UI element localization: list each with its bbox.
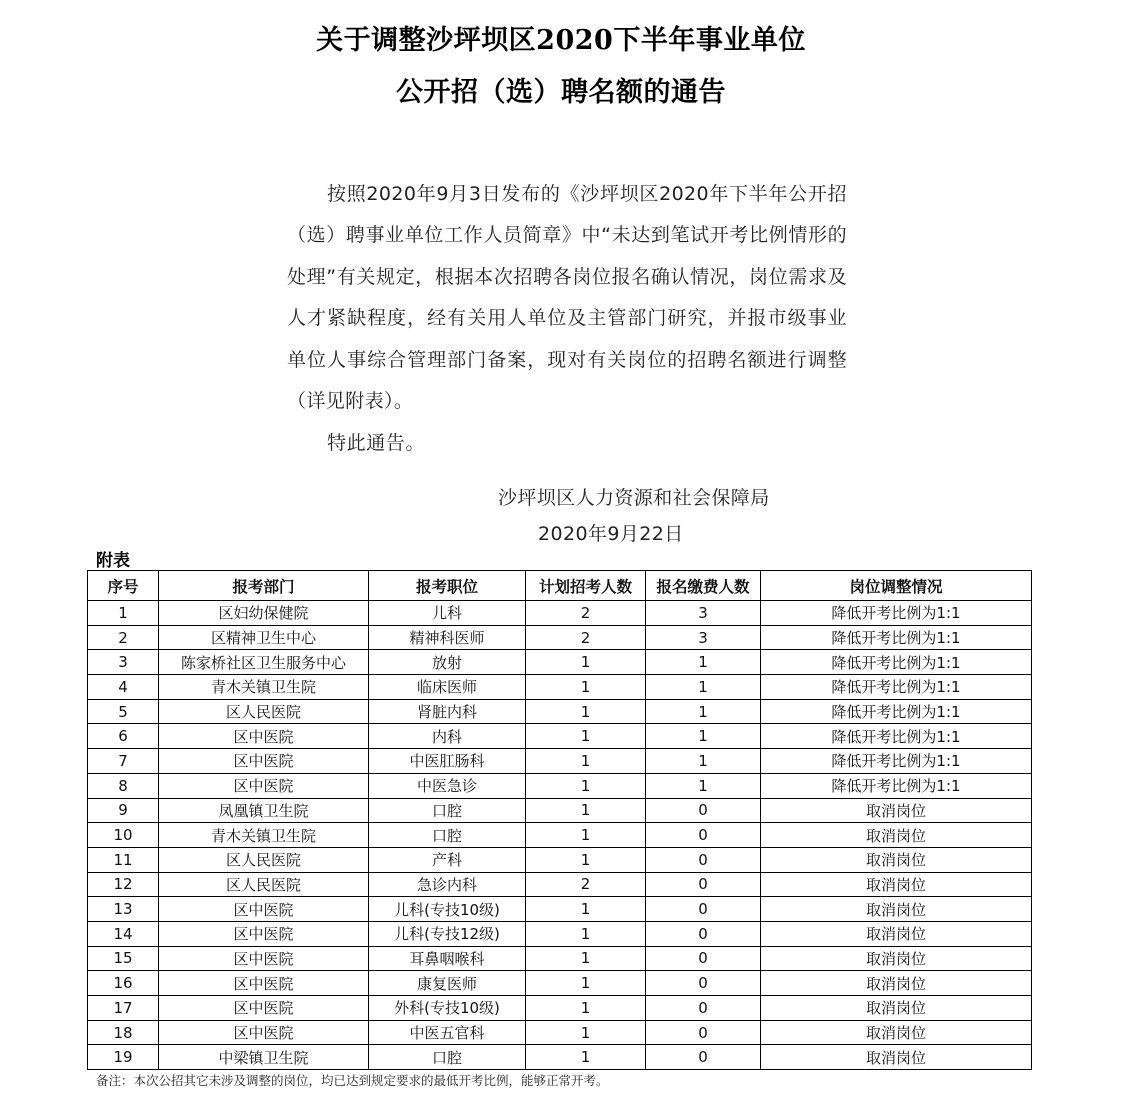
cell-planned-count: 1 (526, 996, 646, 1021)
cell-paid-count: 1 (646, 773, 761, 798)
cell-position: 中医五官科 (369, 1020, 526, 1045)
cell-department: 青木关镇卫生院 (159, 823, 369, 848)
footnote: 备注：本次公招其它未涉及调整的岗位，均已达到规定要求的最低开考比例，能够正常开考。 (96, 1073, 609, 1088)
cell-planned-count: 1 (526, 749, 646, 774)
cell-adjustment: 降低开考比例为1:1 (761, 601, 1032, 626)
header-position: 报考职位 (369, 571, 526, 601)
cell-paid-count: 1 (646, 724, 761, 749)
cell-planned-count: 2 (526, 601, 646, 626)
table-row (88, 625, 1032, 650)
cell-planned-count: 1 (526, 823, 646, 848)
cell-paid-count: 3 (646, 601, 761, 626)
table-row (88, 946, 1032, 971)
cell-paid-count: 0 (646, 1020, 761, 1045)
cell-planned-count: 1 (526, 1020, 646, 1045)
cell-position: 中医肛肠科 (369, 749, 526, 774)
cell-seq: 2 (88, 625, 159, 650)
cell-department: 区中医院 (159, 773, 369, 798)
cell-seq: 7 (88, 749, 159, 774)
cell-department: 区中医院 (159, 1020, 369, 1045)
cell-adjustment: 降低开考比例为1:1 (761, 749, 1032, 774)
cell-adjustment: 取消岗位 (761, 798, 1032, 823)
cell-department: 区中医院 (159, 921, 369, 946)
cell-adjustment: 取消岗位 (761, 971, 1032, 996)
cell-paid-count: 0 (646, 823, 761, 848)
cell-position: 儿科(专技12级) (369, 921, 526, 946)
cell-planned-count: 1 (526, 650, 646, 675)
cell-seq: 10 (88, 823, 159, 848)
cell-planned-count: 1 (526, 699, 646, 724)
table-row (88, 1045, 1032, 1070)
table-row (88, 872, 1032, 897)
cell-department: 区中医院 (159, 946, 369, 971)
cell-position: 儿科 (369, 601, 526, 626)
table-row (88, 601, 1032, 626)
cell-position: 放射 (369, 650, 526, 675)
cell-department: 区妇幼保健院 (159, 601, 369, 626)
cell-position: 肾脏内科 (369, 699, 526, 724)
cell-department: 区中医院 (159, 996, 369, 1021)
cell-adjustment: 取消岗位 (761, 996, 1032, 1021)
cell-paid-count: 1 (646, 699, 761, 724)
cell-planned-count: 1 (526, 921, 646, 946)
cell-adjustment: 取消岗位 (761, 872, 1032, 897)
cell-paid-count: 3 (646, 625, 761, 650)
cell-position: 口腔 (369, 1045, 526, 1070)
adjustment-table (87, 570, 1032, 1070)
cell-adjustment: 取消岗位 (761, 921, 1032, 946)
issue-date: 2020年9月22日 (538, 523, 684, 545)
table-row (88, 699, 1032, 724)
cell-adjustment: 取消岗位 (761, 897, 1032, 922)
cell-adjustment: 降低开考比例为1:1 (761, 773, 1032, 798)
cell-adjustment: 降低开考比例为1:1 (761, 675, 1032, 700)
header-planned-count: 计划招考人数 (526, 571, 646, 601)
cell-paid-count: 0 (646, 971, 761, 996)
table-row (88, 996, 1032, 1021)
cell-planned-count: 1 (526, 675, 646, 700)
cell-adjustment: 取消岗位 (761, 847, 1032, 872)
cell-seq: 13 (88, 897, 159, 922)
cell-seq: 1 (88, 601, 159, 626)
header-adjustment: 岗位调整情况 (761, 571, 1032, 601)
cell-department: 凤凰镇卫生院 (159, 798, 369, 823)
header-department: 报考部门 (159, 571, 369, 601)
cell-position: 精神科医师 (369, 625, 526, 650)
cell-position: 临床医师 (369, 675, 526, 700)
cell-planned-count: 2 (526, 872, 646, 897)
cell-adjustment: 取消岗位 (761, 823, 1032, 848)
cell-planned-count: 1 (526, 897, 646, 922)
cell-department: 区中医院 (159, 897, 369, 922)
title-line-1: 关于调整沙坪坝区2020下半年事业单位 (316, 25, 806, 56)
cell-seq: 6 (88, 724, 159, 749)
cell-seq: 5 (88, 699, 159, 724)
cell-planned-count: 1 (526, 971, 646, 996)
cell-position: 儿科(专技10级) (369, 897, 526, 922)
cell-planned-count: 1 (526, 798, 646, 823)
cell-seq: 14 (88, 921, 159, 946)
cell-planned-count: 1 (526, 847, 646, 872)
cell-department: 中梁镇卫生院 (159, 1045, 369, 1070)
header-seq: 序号 (88, 571, 159, 601)
table-row (88, 798, 1032, 823)
cell-seq: 15 (88, 946, 159, 971)
cell-position: 耳鼻咽喉科 (369, 946, 526, 971)
appendix-label: 附表 (96, 551, 130, 571)
cell-department: 区中医院 (159, 749, 369, 774)
table-row (88, 823, 1032, 848)
cell-seq: 3 (88, 650, 159, 675)
table-row (88, 971, 1032, 996)
cell-seq: 19 (88, 1045, 159, 1070)
cell-adjustment: 降低开考比例为1:1 (761, 699, 1032, 724)
cell-paid-count: 0 (646, 847, 761, 872)
cell-seq: 11 (88, 847, 159, 872)
cell-department: 陈家桥社区卫生服务中心 (159, 650, 369, 675)
cell-paid-count: 0 (646, 897, 761, 922)
cell-position: 产科 (369, 847, 526, 872)
cell-position: 康复医师 (369, 971, 526, 996)
table-header-row (88, 571, 1032, 601)
cell-adjustment: 降低开考比例为1:1 (761, 625, 1032, 650)
table-row (88, 921, 1032, 946)
cell-seq: 16 (88, 971, 159, 996)
table-row (88, 897, 1032, 922)
cell-department: 区精神卫生中心 (159, 625, 369, 650)
cell-paid-count: 0 (646, 798, 761, 823)
cell-department: 青木关镇卫生院 (159, 675, 369, 700)
cell-paid-count: 1 (646, 650, 761, 675)
closing-text: 特此通告。 (327, 432, 426, 454)
table-row (88, 675, 1032, 700)
table-row (88, 749, 1032, 774)
cell-adjustment: 降低开考比例为1:1 (761, 724, 1032, 749)
cell-department: 区人民医院 (159, 699, 369, 724)
cell-planned-count: 2 (526, 625, 646, 650)
cell-department: 区人民医院 (159, 847, 369, 872)
cell-department: 区人民医院 (159, 872, 369, 897)
cell-planned-count: 1 (526, 773, 646, 798)
cell-seq: 9 (88, 798, 159, 823)
cell-position: 内科 (369, 724, 526, 749)
cell-planned-count: 1 (526, 724, 646, 749)
header-paid-count: 报名缴费人数 (646, 571, 761, 601)
notice-paragraph: 按照2020年9月3日发布的《沙坪坝区2020年下半年公开招（选）聘事业单位工作人员简章》中“未达到笔试开考比例情形的处理”有关规定，根据本次招聘各岗位报名确认情况，岗位需求及人才紧缺程度，经有关用人单位及主管部门研究，并报市级事业单位人事综合管理部门备案，现对有关岗位的招聘名额进行调整（详见附表）。 (287, 183, 847, 413)
cell-adjustment: 取消岗位 (761, 946, 1032, 971)
cell-seq: 18 (88, 1020, 159, 1045)
cell-paid-count: 0 (646, 996, 761, 1021)
cell-paid-count: 1 (646, 749, 761, 774)
cell-planned-count: 1 (526, 1045, 646, 1070)
table-row (88, 1020, 1032, 1045)
cell-seq: 4 (88, 675, 159, 700)
cell-position: 急诊内科 (369, 872, 526, 897)
table-row (88, 773, 1032, 798)
signature-organization: 沙坪坝区人力资源和社会保障局 (498, 487, 770, 509)
cell-paid-count: 0 (646, 921, 761, 946)
cell-position: 外科(专技10级) (369, 996, 526, 1021)
cell-adjustment: 取消岗位 (761, 1045, 1032, 1070)
cell-planned-count: 1 (526, 946, 646, 971)
cell-position: 口腔 (369, 798, 526, 823)
cell-paid-count: 0 (646, 1045, 761, 1070)
cell-adjustment: 降低开考比例为1:1 (761, 650, 1032, 675)
table-row (88, 724, 1032, 749)
cell-position: 中医急诊 (369, 773, 526, 798)
cell-seq: 17 (88, 996, 159, 1021)
cell-position: 口腔 (369, 823, 526, 848)
cell-department: 区中医院 (159, 971, 369, 996)
cell-department: 区中医院 (159, 724, 369, 749)
cell-paid-count: 0 (646, 946, 761, 971)
cell-seq: 12 (88, 872, 159, 897)
table-row (88, 847, 1032, 872)
title-line-2: 公开招（选）聘名额的通告 (396, 77, 726, 108)
table-row (88, 650, 1032, 675)
cell-adjustment: 取消岗位 (761, 1020, 1032, 1045)
cell-seq: 8 (88, 773, 159, 798)
cell-paid-count: 0 (646, 872, 761, 897)
cell-paid-count: 1 (646, 675, 761, 700)
